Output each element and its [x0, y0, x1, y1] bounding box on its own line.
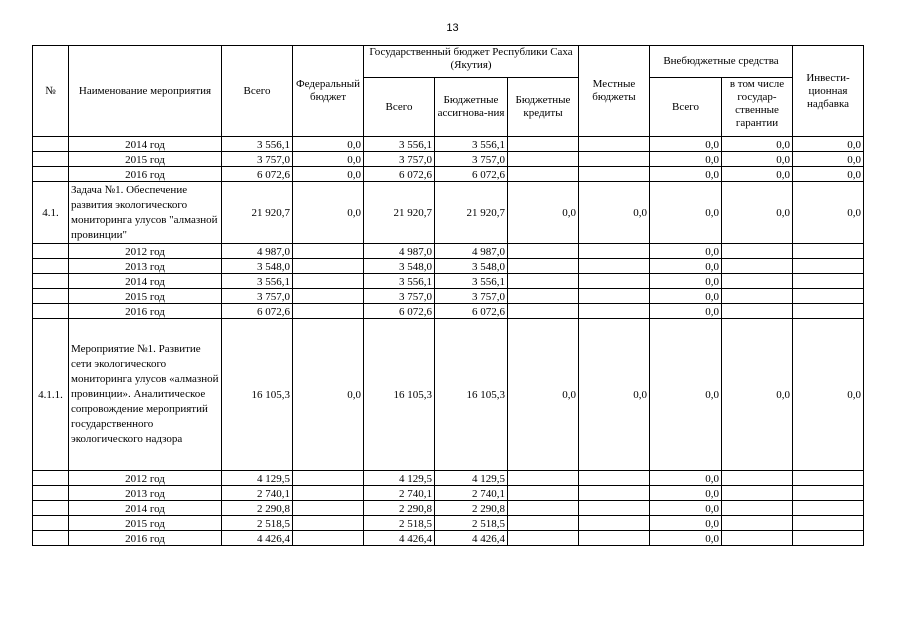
cell-total: 4 987,0: [222, 244, 293, 259]
cell-local: [579, 137, 650, 152]
table-row: [33, 486, 864, 501]
table-row: [33, 501, 864, 516]
cell-local: 0,0: [579, 319, 650, 471]
row-label: 2014 год: [69, 501, 222, 516]
cell-federal: [293, 501, 364, 516]
cell-extra-total: 0,0: [650, 167, 722, 182]
table-row: [33, 531, 864, 546]
cell-state-credit: 0,0: [508, 182, 579, 244]
row-num: [33, 486, 69, 501]
cell-extra-guarantee: [722, 531, 793, 546]
cell-invest: [793, 244, 864, 259]
cell-total: 4 426,4: [222, 531, 293, 546]
cell-state-alloc: 3 757,0: [435, 289, 508, 304]
cell-total: 3 548,0: [222, 259, 293, 274]
cell-total: 3 757,0: [222, 152, 293, 167]
cell-state-total: 4 987,0: [364, 244, 435, 259]
row-label: 2016 год: [69, 531, 222, 546]
cell-invest: 0,0: [793, 182, 864, 244]
table-row: [33, 167, 864, 182]
cell-extra-total: 0,0: [650, 274, 722, 289]
cell-federal: 0,0: [293, 319, 364, 471]
cell-invest: [793, 501, 864, 516]
cell-state-credit: [508, 304, 579, 319]
cell-state-credit: [508, 152, 579, 167]
row-label: 2014 год: [69, 137, 222, 152]
table-row: [33, 319, 864, 471]
cell-state-total: 21 920,7: [364, 182, 435, 244]
row-num: [33, 167, 69, 182]
cell-state-credit: [508, 167, 579, 182]
cell-total: 2 740,1: [222, 486, 293, 501]
task-label: Задача №1. Обеспечение развития экологического мониторинга улусов "алмазной провинции": [69, 182, 222, 244]
cell-invest: [793, 274, 864, 289]
cell-extra-total: 0,0: [650, 516, 722, 531]
cell-state-credit: [508, 531, 579, 546]
row-num: [33, 304, 69, 319]
cell-state-alloc: 3 548,0: [435, 259, 508, 274]
row-num: [33, 152, 69, 167]
cell-local: [579, 531, 650, 546]
cell-state-alloc: 2 740,1: [435, 486, 508, 501]
cell-local: [579, 259, 650, 274]
cell-invest: [793, 516, 864, 531]
header-name: Наименование мероприятия: [69, 46, 222, 137]
cell-extra-total: 0,0: [650, 137, 722, 152]
table-row: [33, 259, 864, 274]
cell-extra-guarantee: [722, 516, 793, 531]
cell-local: [579, 516, 650, 531]
cell-local: [579, 471, 650, 486]
cell-state-total: 3 556,1: [364, 137, 435, 152]
table-row: [33, 516, 864, 531]
cell-state-total: 6 072,6: [364, 304, 435, 319]
cell-federal: [293, 471, 364, 486]
row-label: 2016 год: [69, 167, 222, 182]
cell-total: 16 105,3: [222, 319, 293, 471]
row-num: [33, 501, 69, 516]
cell-federal: [293, 304, 364, 319]
cell-state-total: 3 757,0: [364, 152, 435, 167]
cell-state-alloc: 2 290,8: [435, 501, 508, 516]
cell-state-total: 4 426,4: [364, 531, 435, 546]
cell-total: 4 129,5: [222, 471, 293, 486]
cell-extra-total: 0,0: [650, 289, 722, 304]
cell-state-alloc: 4 129,5: [435, 471, 508, 486]
cell-invest: 0,0: [793, 167, 864, 182]
cell-extra-guarantee: [722, 501, 793, 516]
cell-state-credit: [508, 516, 579, 531]
cell-state-credit: [508, 486, 579, 501]
cell-state-credit: [508, 137, 579, 152]
cell-invest: [793, 471, 864, 486]
cell-invest: 0,0: [793, 137, 864, 152]
cell-extra-total: 0,0: [650, 182, 722, 244]
cell-total: 3 757,0: [222, 289, 293, 304]
row-label: 2012 год: [69, 244, 222, 259]
cell-state-total: 3 548,0: [364, 259, 435, 274]
table-body: [33, 137, 864, 546]
cell-state-alloc: 2 518,5: [435, 516, 508, 531]
row-num: [33, 244, 69, 259]
row-num: [33, 516, 69, 531]
cell-extra-total: 0,0: [650, 304, 722, 319]
header-total: Всего: [222, 46, 293, 137]
cell-local: [579, 289, 650, 304]
cell-local: [579, 304, 650, 319]
cell-invest: [793, 304, 864, 319]
cell-extra-total: 0,0: [650, 244, 722, 259]
budget-table: [32, 45, 864, 546]
row-num: 4.1.1.: [33, 319, 69, 471]
cell-extra-guarantee: 0,0: [722, 319, 793, 471]
cell-extra-guarantee: [722, 289, 793, 304]
table-header: [33, 46, 864, 137]
cell-federal: 0,0: [293, 137, 364, 152]
cell-total: 3 556,1: [222, 137, 293, 152]
cell-invest: [793, 259, 864, 274]
table-row: [33, 244, 864, 259]
cell-extra-guarantee: 0,0: [722, 182, 793, 244]
cell-local: [579, 486, 650, 501]
cell-state-total: 16 105,3: [364, 319, 435, 471]
table-row: [33, 471, 864, 486]
cell-state-alloc: 16 105,3: [435, 319, 508, 471]
cell-state-credit: [508, 501, 579, 516]
cell-state-alloc: 6 072,6: [435, 167, 508, 182]
cell-local: [579, 152, 650, 167]
cell-total: 2 290,8: [222, 501, 293, 516]
row-label: 2014 год: [69, 274, 222, 289]
header-num: №: [33, 46, 69, 137]
cell-extra-guarantee: [722, 259, 793, 274]
cell-state-alloc: 3 556,1: [435, 137, 508, 152]
cell-local: [579, 244, 650, 259]
row-num: [33, 289, 69, 304]
cell-state-credit: [508, 274, 579, 289]
cell-local: 0,0: [579, 182, 650, 244]
cell-state-credit: [508, 289, 579, 304]
cell-state-credit: [508, 471, 579, 486]
row-label: 2013 год: [69, 486, 222, 501]
cell-extra-total: 0,0: [650, 531, 722, 546]
header-state-alloc: Бюджетные ассигнова-ния: [435, 78, 508, 137]
cell-state-total: 6 072,6: [364, 167, 435, 182]
cell-federal: [293, 244, 364, 259]
cell-extra-guarantee: [722, 471, 793, 486]
table-row: [33, 182, 864, 244]
cell-total: 3 556,1: [222, 274, 293, 289]
cell-total: 21 920,7: [222, 182, 293, 244]
cell-extra-guarantee: 0,0: [722, 152, 793, 167]
table-row: [33, 137, 864, 152]
row-num: [33, 274, 69, 289]
cell-federal: 0,0: [293, 152, 364, 167]
cell-state-total: 3 556,1: [364, 274, 435, 289]
header-state-group: Государственный бюджет Республики Саха (Якутия): [364, 46, 579, 78]
cell-federal: [293, 516, 364, 531]
cell-state-total: 2 518,5: [364, 516, 435, 531]
cell-extra-total: 0,0: [650, 501, 722, 516]
cell-federal: [293, 531, 364, 546]
cell-extra-total: 0,0: [650, 152, 722, 167]
row-num: [33, 531, 69, 546]
row-num: 4.1.: [33, 182, 69, 244]
measure-label: Мероприятие №1. Развитие сети экологического мониторинга улусов «алмазной провинции». Аналитическое сопровождение мероприятий государственного экологического надзора: [69, 319, 222, 471]
cell-state-credit: [508, 259, 579, 274]
row-num: [33, 137, 69, 152]
cell-invest: [793, 531, 864, 546]
page-number: 13: [446, 22, 459, 34]
row-num: [33, 471, 69, 486]
cell-federal: [293, 486, 364, 501]
cell-state-alloc: 3 556,1: [435, 274, 508, 289]
cell-extra-total: 0,0: [650, 259, 722, 274]
cell-federal: [293, 274, 364, 289]
row-label: 2015 год: [69, 152, 222, 167]
table-row: [33, 304, 864, 319]
cell-invest: 0,0: [793, 152, 864, 167]
cell-extra-total: 0,0: [650, 319, 722, 471]
cell-extra-total: 0,0: [650, 486, 722, 501]
cell-state-total: 4 129,5: [364, 471, 435, 486]
row-label: 2015 год: [69, 516, 222, 531]
cell-local: [579, 501, 650, 516]
cell-extra-guarantee: [722, 244, 793, 259]
cell-state-total: 2 290,8: [364, 501, 435, 516]
cell-extra-total: 0,0: [650, 471, 722, 486]
table-row: [33, 152, 864, 167]
cell-invest: [793, 486, 864, 501]
header-extra-group: Внебюджетные средства: [650, 46, 793, 78]
cell-state-credit: 0,0: [508, 319, 579, 471]
cell-extra-guarantee: [722, 304, 793, 319]
cell-invest: 0,0: [793, 319, 864, 471]
cell-invest: [793, 289, 864, 304]
cell-state-total: 3 757,0: [364, 289, 435, 304]
cell-extra-guarantee: 0,0: [722, 137, 793, 152]
cell-total: 2 518,5: [222, 516, 293, 531]
cell-federal: [293, 289, 364, 304]
header-extra-guarantee: в том числе государ-ственные гарантии: [722, 78, 793, 137]
header-federal: Федеральный бюджет: [293, 46, 364, 137]
cell-local: [579, 167, 650, 182]
row-label: 2013 год: [69, 259, 222, 274]
table-row: [33, 289, 864, 304]
cell-state-credit: [508, 244, 579, 259]
header-state-credit: Бюджетные кредиты: [508, 78, 579, 137]
header-state-total: Всего: [364, 78, 435, 137]
row-label: 2015 год: [69, 289, 222, 304]
row-label: 2012 год: [69, 471, 222, 486]
cell-local: [579, 274, 650, 289]
cell-extra-guarantee: [722, 274, 793, 289]
row-num: [33, 259, 69, 274]
cell-state-alloc: 3 757,0: [435, 152, 508, 167]
table-row: [33, 274, 864, 289]
cell-state-alloc: 6 072,6: [435, 304, 508, 319]
cell-extra-guarantee: 0,0: [722, 167, 793, 182]
cell-total: 6 072,6: [222, 304, 293, 319]
cell-state-alloc: 4 426,4: [435, 531, 508, 546]
header-extra-total: Всего: [650, 78, 722, 137]
cell-total: 6 072,6: [222, 167, 293, 182]
header-local: Местные бюджеты: [579, 46, 650, 137]
cell-state-alloc: 4 987,0: [435, 244, 508, 259]
cell-state-total: 2 740,1: [364, 486, 435, 501]
cell-federal: [293, 259, 364, 274]
row-label: 2016 год: [69, 304, 222, 319]
header-invest: Инвести-ционная надбавка: [793, 46, 864, 137]
cell-federal: 0,0: [293, 182, 364, 244]
cell-extra-guarantee: [722, 486, 793, 501]
cell-federal: 0,0: [293, 167, 364, 182]
cell-state-alloc: 21 920,7: [435, 182, 508, 244]
